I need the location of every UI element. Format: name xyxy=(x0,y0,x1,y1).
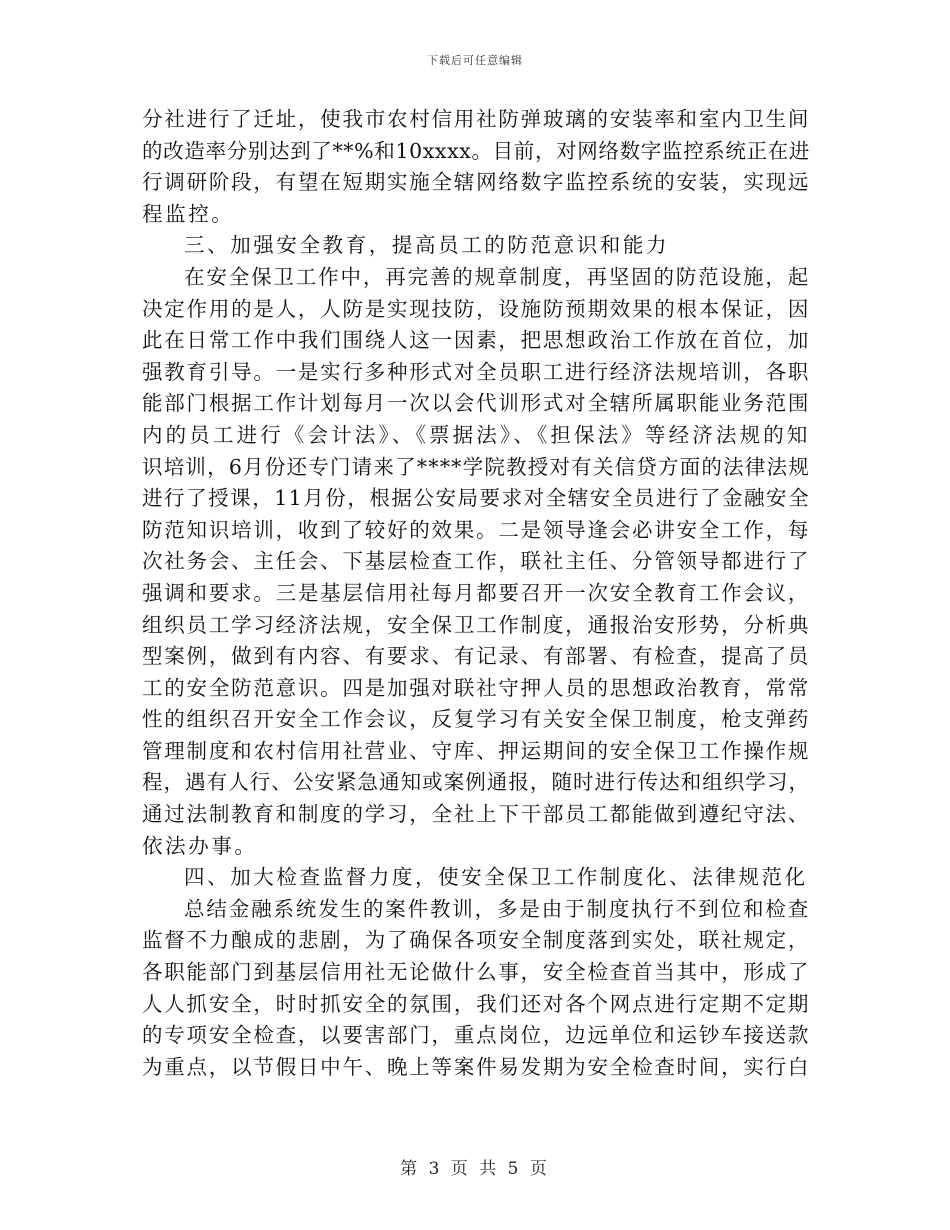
text-line: 强教育引导。一是实行多种形式对全员职工进行经济法规培训，各职 xyxy=(142,359,810,384)
text-line: 监督不力酿成的悲剧，为了确保各项安全制度落到实处，联社规定， xyxy=(142,928,810,953)
text-line: 能部门根据工作计划每月一次以会代训形式对全辖所属职能业务范围 xyxy=(142,391,810,416)
text-line: 进行了授课，11月份，根据公安局要求对全辖安全员进行了金融安全 xyxy=(142,486,810,511)
section-heading-4: 四、加大检查监督力度，使安全保卫工作制度化、法律规范化 xyxy=(184,865,808,890)
text-line: 强调和要求。三是基层信用社每月都要召开一次安全教育工作会议， xyxy=(142,580,810,605)
text-line: 组织员工学习经济法规，安全保卫工作制度，通报治安形势，分析典 xyxy=(142,612,810,637)
paragraph-start: 总结金融系统发生的案件教训，多是由于制度执行不到位和检查 xyxy=(184,896,810,921)
text-line: 依法办事。 xyxy=(142,833,258,858)
text-line: 此在日常工作中我们围绕人这一因素，把思想政治工作放在首位，加 xyxy=(142,328,810,353)
text-line: 程监控。 xyxy=(142,201,235,226)
page-number: 第 3 页 共 5 页 xyxy=(400,1159,550,1179)
text-line: 的改造率分别达到了**%和10xxxx。目前，对网络数字监控系统正在进 xyxy=(142,138,810,163)
document-body xyxy=(142,104,810,1083)
text-line: 次社务会、主任会、下基层检查工作，联社主任、分管领导都进行了 xyxy=(142,549,810,574)
text-line: 为重点，以节假日中午、晚上等案件易发期为安全检查时间，实行白 xyxy=(142,1054,810,1079)
page-header: 下载后可任意编辑 xyxy=(427,54,523,67)
text-line: 管理制度和农村信用社营业、守库、押运期间的安全保卫工作操作规 xyxy=(142,738,810,763)
text-line: 工的安全防范意识。四是加强对联社守押人员的思想政治教育，常常 xyxy=(142,675,810,700)
text-line: 决定作用的是人，人防是实现技防，设施防预期效果的根本保证，因 xyxy=(142,296,810,321)
text-line: 性的组织召开安全工作会议，反复学习有关安全保卫制度，枪支弹药 xyxy=(142,707,810,732)
text-line: 人人抓安全，时时抓安全的氛围，我们还对各个网点进行定期不定期 xyxy=(142,991,810,1016)
text-line: 行调研阶段，有望在短期实施全辖网络数字监控系统的安装，实现远 xyxy=(142,170,810,195)
text-line: 内的员工进行《会计法》、《票据法》、《担保法》等经济法规的知 xyxy=(142,422,810,447)
text-line: 型案例，做到有内容、有要求、有记录、有部署、有检查，提高了员 xyxy=(142,644,810,669)
text-line: 分社进行了迁址，使我市农村信用社防弹玻璃的安装率和室内卫生间 xyxy=(142,107,810,131)
text-line: 各职能部门到基层信用社无论做什么事，安全检查首当其中，形成了 xyxy=(142,960,810,985)
section-heading-3: 三、加强安全教育，提高员工的防范意识和能力 xyxy=(184,233,670,258)
text-line: 识培训，6月份还专门请来了****学院教授对有关信贷方面的法律法规 xyxy=(142,454,810,479)
paragraph-start: 在安全保卫工作中，再完善的规章制度，再坚固的防范设施，起 xyxy=(184,264,810,289)
text-line: 程，遇有人行、公安紧急通知或案例通报，随时进行传达和组织学习， xyxy=(142,770,810,795)
text-line: 的专项安全检查，以要害部门，重点岗位，边远单位和运钞车接送款 xyxy=(142,1023,810,1048)
text-line: 通过法制教育和制度的学习，全社上下干部员工都能做到遵纪守法、 xyxy=(142,802,810,827)
text-line: 防范知识培训，收到了较好的效果。二是领导逢会必讲安全工作，每 xyxy=(142,517,810,542)
